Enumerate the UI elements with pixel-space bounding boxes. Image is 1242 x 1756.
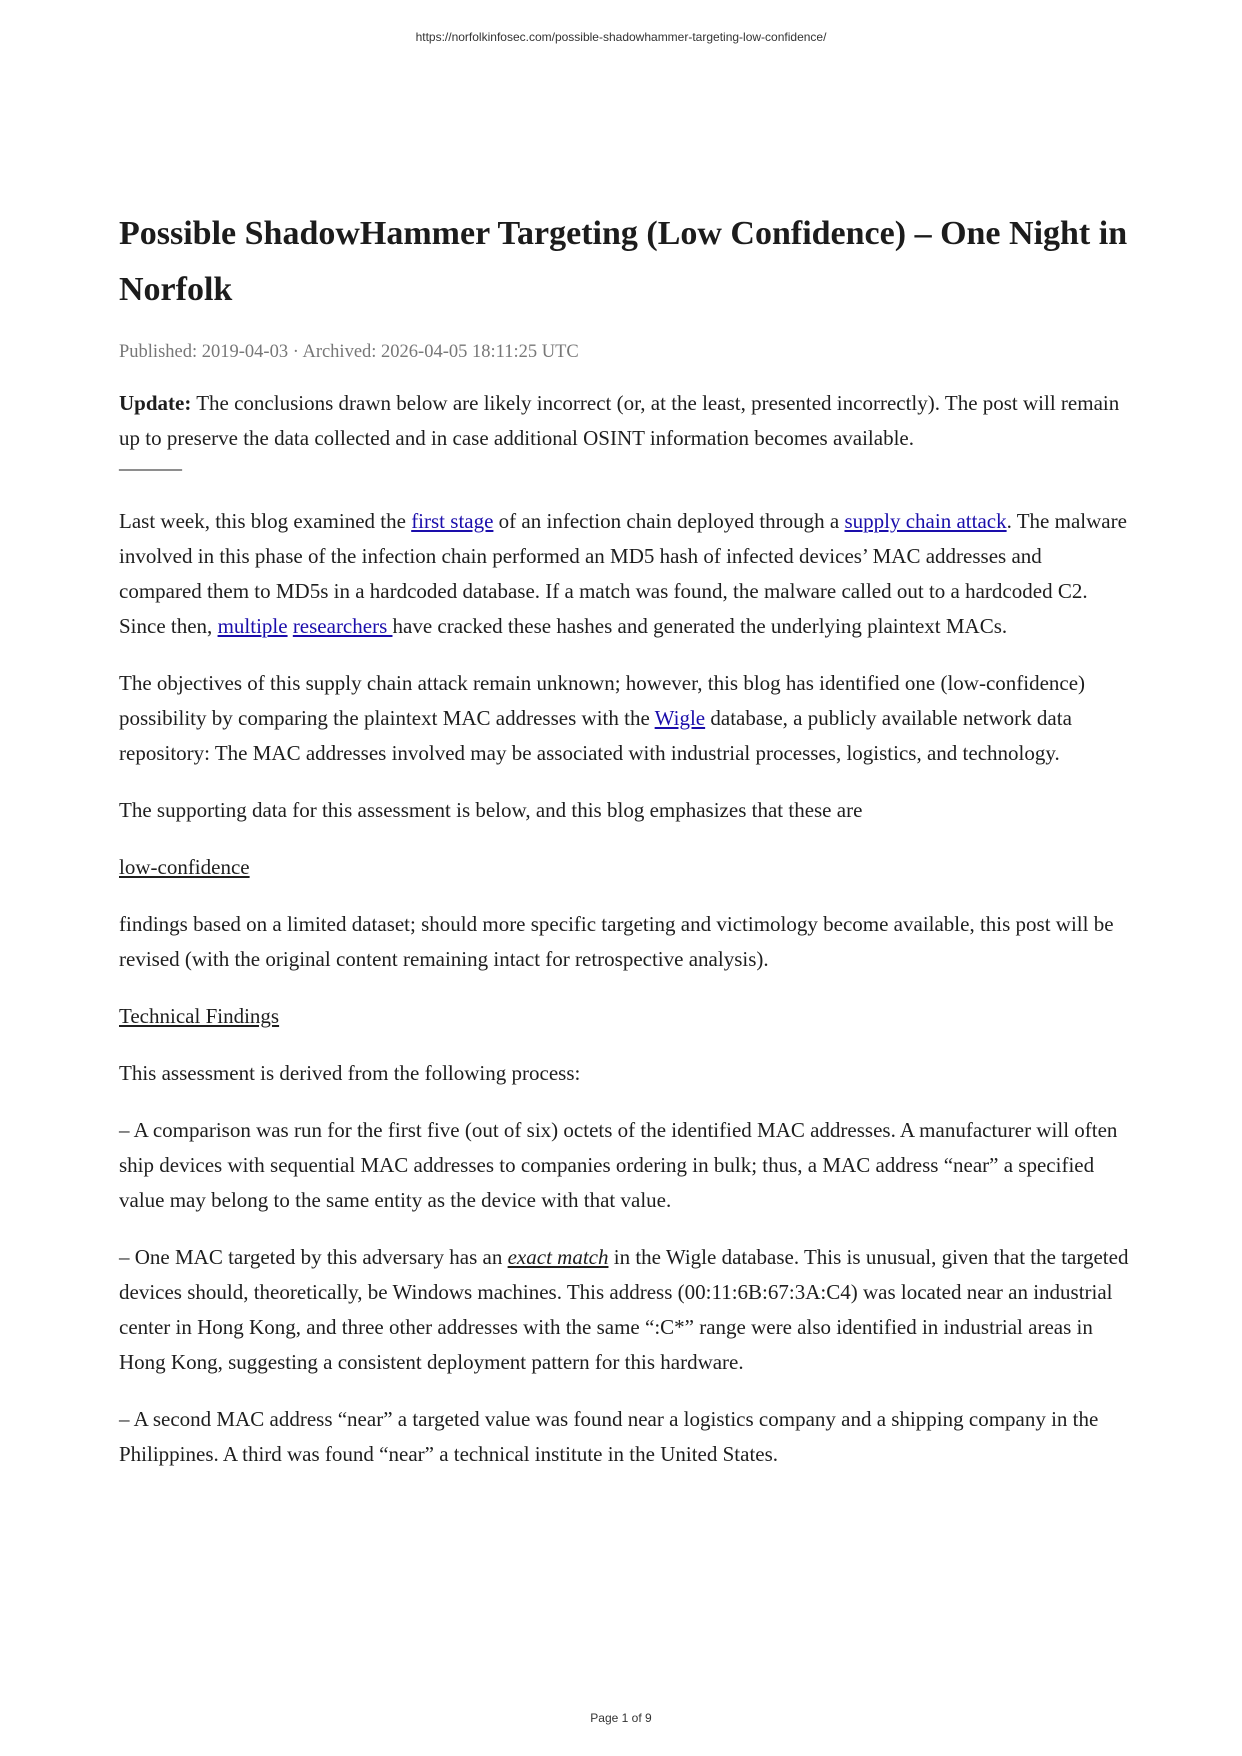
update-paragraph <box>119 386 1129 456</box>
separator-rule: ——— <box>119 456 182 480</box>
update-text: The conclusions drawn below are likely incorrect (or, at the least, presented incorrectly). The post will remain up to preserve the data collected and in case additional OSINT information becomes available. <box>119 391 1120 450</box>
link-researchers[interactable]: researchers <box>292 614 393 638</box>
text-span: . The malware involved in this phase of the infection chain performed an MD5 hash of infected devices’ MAC addresses and compared them to MD5s in a hardcoded database. If a match was found, the malware called out to a hardcoded C2. Since then, <box>119 509 1127 638</box>
section-heading-text: Technical Findings <box>119 1004 280 1028</box>
article <box>119 206 1129 1494</box>
finding-item-1: – A comparison was run for the first five (out of six) octets of the identified MAC addresses. A manufacturer will often ship devices with sequential MAC addresses to companies ordering in bulk; thus, a MAC address “near” a specified value may belong to the same entity as the device with that value. <box>119 1118 1118 1212</box>
article-title: Possible ShadowHammer Targeting (Low Confidence) – One Night in Norfolk <box>119 215 1128 308</box>
paragraph-supporting-data: The supporting data for this assessment is below, and this blog emphasizes that these are <box>119 798 863 822</box>
link-supply-chain-attack[interactable]: supply chain attack <box>844 509 1007 533</box>
text-span: database, a publicly available network data repository: The MAC addresses involved may be associated with industrial processes, logistics, and technology. <box>119 706 1072 765</box>
article-meta: Published: 2019-04-03 · Archived: 2026-04-05 18:11:25 UTC <box>119 342 579 362</box>
paragraph-objectives <box>119 666 1129 771</box>
text-span: in the Wigle database. This is unusual, given that the targeted devices should, theoretically, be Windows machines. This address (00:11:6B:67:3A:C4) was located near an industrial center in Hong Kong, and three other addresses with the same “:C*” range were also identified in industrial areas in Hong Kong, suggesting a consistent deployment pattern for this hardware. <box>119 1245 1129 1374</box>
paragraph-intro <box>119 504 1129 644</box>
paragraph-process: This assessment is derived from the following process: <box>119 1061 581 1085</box>
text-span: have cracked these hashes and generated the underlying plaintext MACs. <box>392 614 1008 638</box>
link-wigle[interactable]: Wigle <box>654 706 706 730</box>
link-first-stage[interactable]: first stage <box>411 509 494 533</box>
update-label: Update: <box>119 391 192 415</box>
finding-item-2 <box>119 1240 1129 1380</box>
text-span: of an infection chain deployed through a <box>493 509 845 533</box>
text-span: Last week, this blog examined the <box>119 509 412 533</box>
text-span: – One MAC targeted by this adversary has an <box>119 1245 508 1269</box>
page-number: Page 1 of 9 <box>590 1711 652 1725</box>
paragraph-findings-note: findings based on a limited dataset; should more specific targeting and victimology become available, this post will be revised (with the original content remaining intact for retrospective analysis). <box>119 912 1114 971</box>
section-heading-technical-findings <box>119 999 1129 1034</box>
text-span: The objectives of this supply chain attack remain unknown; however, this blog has identified one (low-confidence) possibility by comparing the plaintext MAC addresses with the <box>119 671 1086 730</box>
underlined-text: low-confidence <box>119 855 250 879</box>
exact-match-emphasis: exact match <box>507 1245 609 1269</box>
finding-item-3: – A second MAC address “near” a targeted value was found near a logistics company and a shipping company in the Philippines. A third was found “near” a technical institute in the United States. <box>119 1407 1099 1466</box>
low-confidence-label <box>119 850 1129 885</box>
link-multiple[interactable]: multiple <box>217 614 288 638</box>
article-body <box>119 386 1129 1472</box>
page-url: https://norfolkinfosec.com/possible-shadowhammer-targeting-low-confidence/ <box>415 30 827 44</box>
